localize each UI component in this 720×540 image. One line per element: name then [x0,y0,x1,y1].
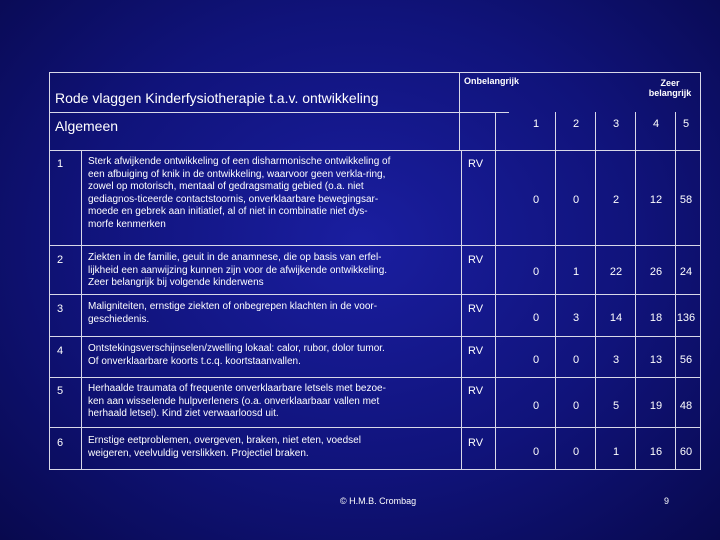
score-cell: 0 [532,446,540,458]
score-cell: 0 [532,354,540,366]
score-cell: 19 [649,400,663,412]
score-cell: 0 [572,354,580,366]
score-cell: 12 [649,194,663,206]
score-cell: 0 [572,400,580,412]
header-bottom-line [49,150,701,151]
row-description-line: Zeer belangrijk bij volgende kinderwens [88,277,264,288]
row-line-3 [49,336,701,337]
row-tag: RV [468,303,484,315]
row-description-line: morfe kenmerken [88,218,166,230]
row-description [88,301,460,326]
score-cell: 13 [649,354,663,366]
row-line-4 [49,377,701,378]
title-underline [49,112,459,113]
row-description-line: Sterk afwijkende ontwikkeling of een disharmonische ontwikkeling of [88,156,391,167]
score-cell: 0 [532,400,540,412]
col-line-desc [461,150,462,470]
row-description-line: ken aan wisselende hulpverleners (o.a. onverklaarbaar vallen met [88,395,380,407]
scale-high-label-line1: Zeer [660,78,680,88]
col-line-rv [495,112,496,470]
row-number: 3 [57,303,64,315]
score-cell: 22 [609,266,623,278]
row-description-line: Herhaalde traumata of frequente onverklaarbare letsels met bezoe- [88,383,386,394]
row-number: 5 [57,385,64,397]
row-line-1 [49,245,701,246]
table-border-left [49,72,50,470]
score-cell: 1 [612,446,620,458]
row-description-line: zowel op motorisch, mentaal of gedragsmatig gebied (o.a. niet [88,181,364,192]
row-description-line: gediagnos-ticeerde contactstoornis, onverklaarbare bewegingsar- [88,193,379,205]
scale-high-label-line2: belangrijk [648,88,692,98]
col-line-1 [555,112,556,470]
footer-credit: © H.M.B. Crombag [340,496,417,506]
table-border-bottom [49,469,701,470]
row-description-line: herhaald letsel). Kind ziet verwaarloosd uit. [88,408,279,419]
col-line-3 [635,112,636,470]
row-description-line: Of onverklaarbare koorts t.c.q. koortstaanvallen. [88,355,301,367]
row-description-line: Maligniteiten, ernstige ziekten of onbegrepen klachten in de voor- [88,301,378,312]
row-description [88,343,460,368]
row-number: 2 [57,254,64,266]
scale-col-4: 4 [652,118,660,130]
score-cell: 16 [649,446,663,458]
row-number: 6 [57,437,64,449]
score-cell: 1 [572,266,580,278]
row-description-line: Ziekten in de familie, geuit in de anamnese, die op basis van erfel- [88,252,382,263]
header-divider [459,72,460,150]
row-description-line: een afbuiging of knik in de ontwikkeling, waarvoor geen verkla-ring, [88,168,386,180]
row-tag: RV [468,385,484,397]
score-cell: 0 [532,312,540,324]
score-cell: 5 [612,400,620,412]
row-line-2 [49,294,701,295]
row-description-line: geschiedenis. [88,313,150,325]
row-tag: RV [468,437,484,449]
scale-col-2: 2 [572,118,580,130]
col-line-4 [675,112,676,470]
row-description-line: Ernstige eetproblemen, overgeven, braken, niet eten, voedsel [88,435,361,446]
score-cell: 14 [609,312,623,324]
page-number: 9 [664,496,670,506]
score-cell: 48 [679,400,693,412]
score-cell: 0 [532,266,540,278]
row-line-5 [49,427,701,428]
score-cell: 58 [679,194,693,206]
col-line-2 [595,112,596,470]
row-description-line: moede en gebrek aan initiatief, al of niet in combinatie niet dys- [88,206,368,217]
score-cell: 24 [679,266,693,278]
scale-low-label: Onbelangrijk [464,76,520,86]
row-number: 1 [57,158,64,170]
row-tag: RV [468,345,484,357]
score-cell: 26 [649,266,663,278]
scale-high-label [630,78,710,98]
row-number: 4 [57,345,64,357]
row-description [88,435,460,460]
row-description [88,156,460,231]
score-cell: 0 [572,194,580,206]
row-tag: RV [468,254,484,266]
scale-col-5: 5 [682,118,690,130]
score-cell: 0 [572,446,580,458]
score-cell: 60 [679,446,693,458]
score-cell: 56 [679,354,693,366]
scale-col-3: 3 [612,118,620,130]
scale-col-1: 1 [532,118,540,130]
row-tag: RV [468,158,484,170]
score-cell: 3 [612,354,620,366]
scale-label-line [459,112,509,113]
score-cell: 136 [676,312,696,324]
row-description-line: weigeren, veelvuldig verslikken. Projectiel braken. [88,447,309,459]
section-heading: Algemeen [55,118,119,134]
col-line-number [81,150,82,470]
row-description [88,383,460,421]
page-title: Rode vlaggen Kinderfysiotherapie t.a.v. ontwikkeling [55,90,379,106]
score-cell: 3 [572,312,580,324]
score-cell: 18 [649,312,663,324]
row-description-line: lijkheid een aanwijzing kunnen zijn voor de afwijkende ontwikkeling. [88,264,388,276]
score-cell: 2 [612,194,620,206]
row-description [88,252,460,290]
table-border-top [49,72,701,73]
row-description-line: Ontstekingsverschijnselen/zwelling lokaal: calor, rubor, dolor tumor. [88,343,385,354]
score-cell: 0 [532,194,540,206]
